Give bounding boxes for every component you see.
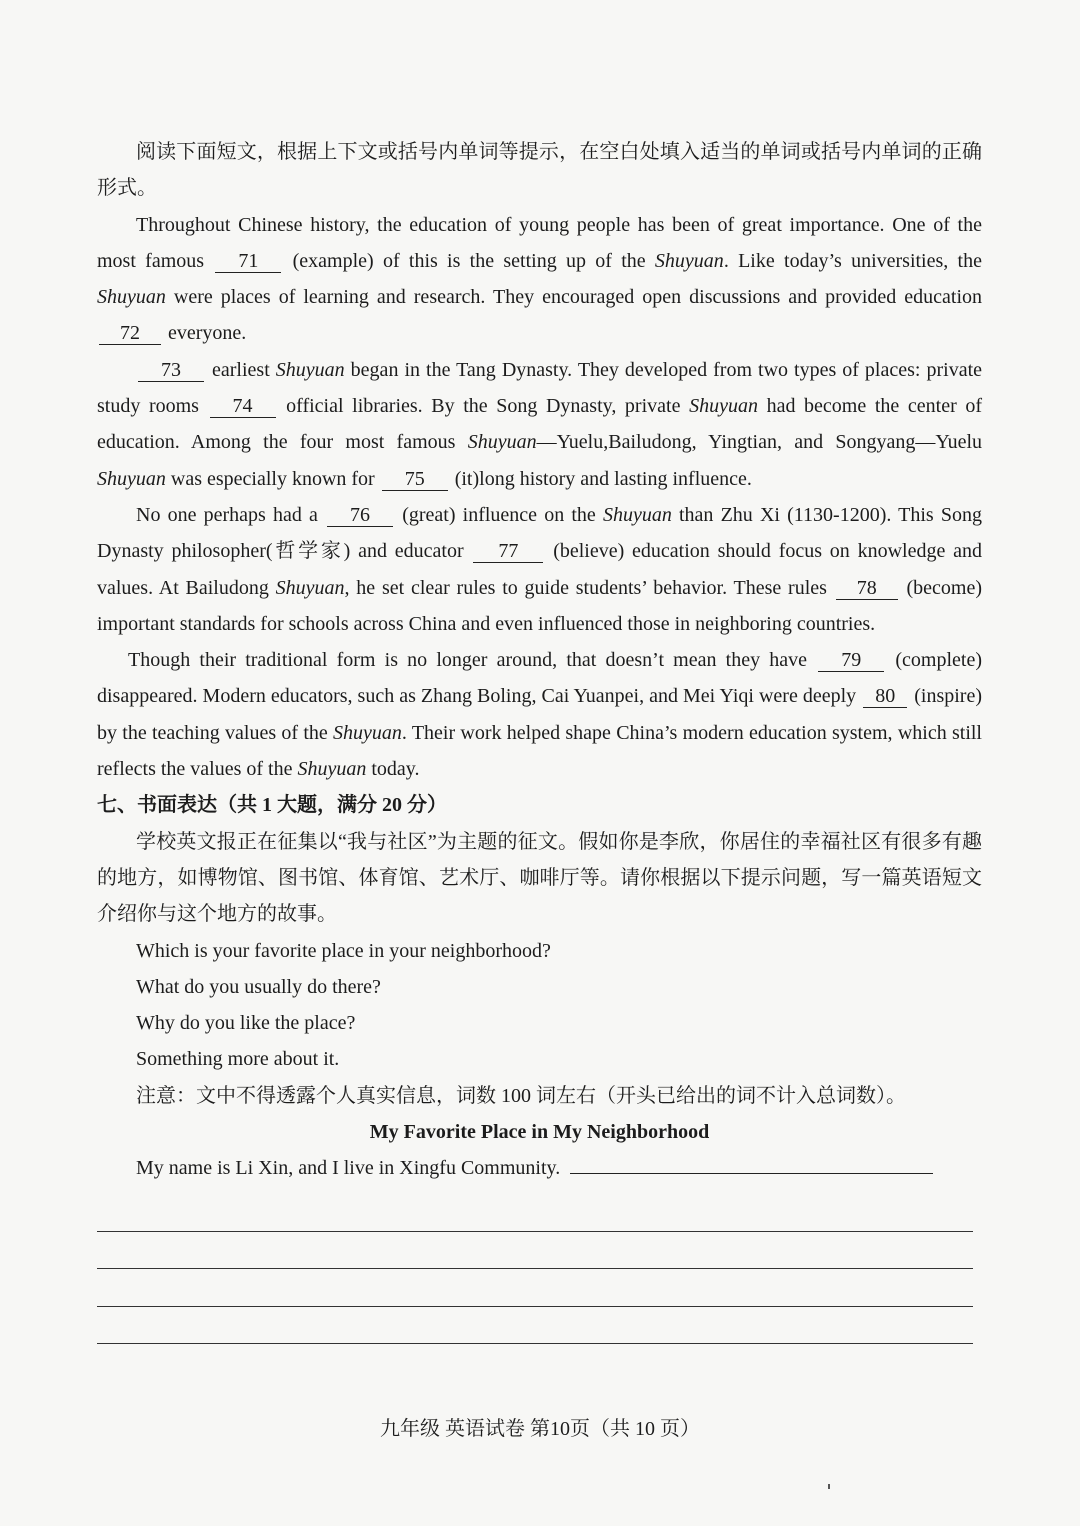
text: official libraries. By the Song Dynasty, private [277, 395, 690, 418]
page-footer: 九年级 英语试卷 第10页（共 10 页） [380, 1418, 700, 1440]
writing-section-heading: 七、书面表达（共 1 大题，满分 20 分） [97, 794, 447, 817]
essay-first-line [97, 1150, 982, 1186]
blank-80: 80 [863, 685, 907, 708]
text: (believe) education should focus on knowledge and values. At Bailudong [97, 540, 982, 599]
prompt-question: Why do you like the place? [136, 1012, 356, 1035]
shuyuan-term: Shuyuan [275, 576, 345, 599]
shuyuan-term: Shuyuan [602, 503, 672, 526]
text: (become) important standards for schools across China and even influenced those in neighboring countries. [97, 576, 982, 635]
prompt-question: Something more about it. [136, 1048, 340, 1071]
text: (inspire) by the teaching values of the [97, 685, 982, 744]
answer-lines [97, 1195, 982, 1344]
text: , he set clear rules to guide students’ behavior. These rules [344, 576, 834, 599]
scan-mark [828, 1484, 830, 1489]
writing-note: 注意：文中不得透露个人真实信息，词数 100 词左右（开头已给出的词不计入总词数）。 [136, 1084, 906, 1107]
blank-75: 75 [382, 468, 448, 491]
shuyuan-term: Shuyuan [654, 249, 724, 272]
shuyuan-term: Shuyuan [333, 721, 402, 744]
answer-line[interactable] [97, 1232, 973, 1269]
passage-paragraph-1 [97, 207, 982, 352]
shuyuan-term: Shuyuan [467, 431, 537, 454]
text: was especially known for [165, 467, 380, 490]
blank-71: 71 [215, 250, 281, 273]
writing-prompt: 学校英文报正在征集以“我与社区”为主题的征文。假如你是李欣，你居住的幸福社区有很多有趣的地方，如博物馆、图书馆、体育馆、艺术厅、咖啡厅等。请你根据以下提示问题，写一篇英语短文介绍你与这个地方的故事。 [97, 830, 982, 926]
passage-paragraph-2 [97, 352, 982, 497]
shuyuan-term: Shuyuan [97, 467, 166, 490]
shuyuan-term: Shuyuan [297, 758, 367, 781]
instructions: 阅读下面短文，根据上下文或括号内单词等提示，在空白处填入适当的单词或括号内单词的正确形式。 [97, 141, 982, 200]
text: everyone. [163, 322, 247, 345]
text: than Zhu Xi (1130-1200). This Song Dynasty philosopher(哲学家) and educator [97, 503, 982, 563]
passage-paragraph-4 [97, 642, 982, 787]
text: began in the Tang Dynasty. They developed from two types of places: private study rooms [97, 358, 983, 418]
shuyuan-term: Shuyuan [275, 358, 345, 381]
text: (complete) disappeared. Modern educators, such as Zhang Boling, Cai Yuanpei, and Mei Yiqi were deeply [97, 649, 982, 708]
text: were places of learning and research. They encouraged open discussions and provided education [165, 286, 982, 309]
blank-74: 74 [210, 395, 276, 418]
text: (it)long history and lasting influence. [449, 467, 752, 490]
answer-line[interactable] [97, 1195, 973, 1232]
text: No one perhaps had a [136, 503, 326, 526]
text: (great) influence on the [395, 503, 603, 526]
prompt-question: What do you usually do there? [136, 975, 381, 998]
text: . Like today’s universities, the [723, 249, 982, 272]
shuyuan-term: Shuyuan [689, 395, 758, 418]
answer-line[interactable] [97, 1269, 973, 1306]
blank-79: 79 [818, 649, 884, 672]
blank-78: 78 [836, 577, 898, 600]
blank-73: 73 [138, 359, 204, 382]
page-content [97, 134, 982, 1344]
prompt-question: Which is your favorite place in your neighborhood? [136, 939, 551, 962]
text: —Yuelu,Bailudong, Yingtian, and Songyang—Yuelu [536, 431, 983, 454]
text: today. [366, 758, 420, 781]
blank-76: 76 [327, 504, 393, 527]
shuyuan-term: Shuyuan [97, 286, 166, 309]
answer-line[interactable] [97, 1307, 973, 1344]
text: Throughout Chinese history, the education of young people has been of great importance. One of the most famous [97, 213, 982, 272]
text: Though their traditional form is no longer around, that doesn’t mean they have [128, 649, 817, 672]
text: . Their work helped shape China’s modern education system, which still reflects the values of the [97, 721, 982, 781]
text: had become the center of education. Among the four most famous [97, 395, 982, 454]
text: (example) of this is the setting up of the [283, 249, 655, 272]
essay-title: My Favorite Place in My Neighborhood [369, 1121, 710, 1144]
essay-start: My name is Li Xin, and I live in Xingfu Community. [136, 1157, 561, 1180]
blank-77: 77 [473, 540, 543, 563]
answer-line[interactable] [570, 1155, 933, 1174]
text: earliest [206, 358, 276, 381]
passage-paragraph-3 [97, 497, 982, 642]
blank-72: 72 [99, 322, 161, 345]
